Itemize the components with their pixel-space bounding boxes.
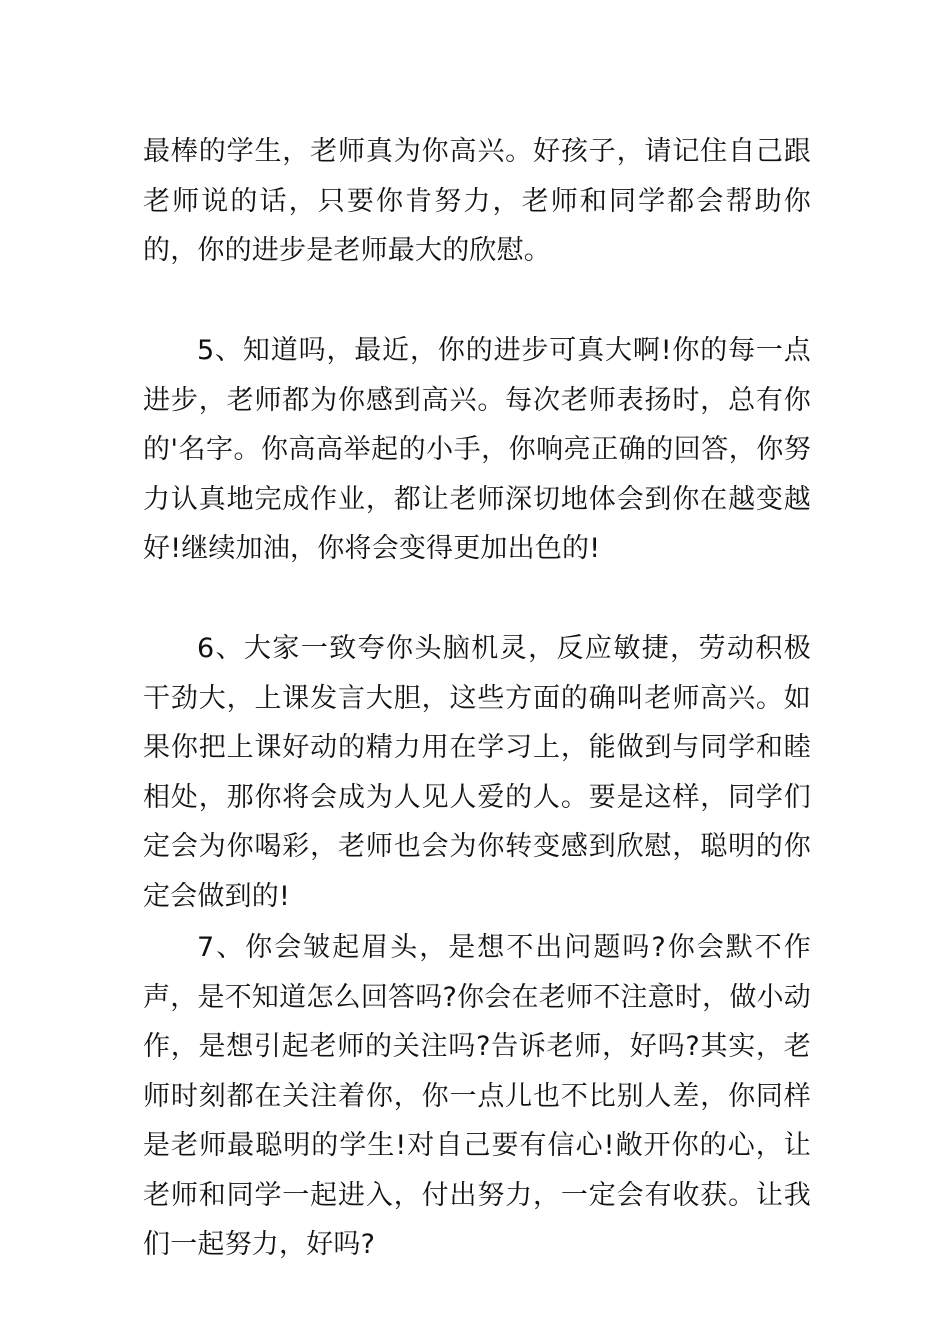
paragraph-item-6: 6、大家一致夸你头脑机灵，反应敏捷，劳动积极干劲大，上课发言大胆，这些方面的确叫老师高兴。如果你把上课好动的精力用在学习上，能做到与同学和睦相处，那你将会成为人见人爱的人。要是这样，同学们定会为你喝彩，老师也会为你转变感到欣慰，聪明的你定会做到的! xyxy=(143,633,811,912)
paragraph-item-5: 5、知道吗，最近，你的进步可真大啊!你的每一点进步，老师都为你感到高兴。每次老师表扬时，总有你的'名字。你高高举起的小手，你响亮正确的回答，你努力认真地完成作业，都让老师深切地体会到你在越变越好!继续加油，你将会变得更加出色的! xyxy=(143,335,811,564)
paragraph-item-7: 7、你会皱起眉头，是想不出问题吗?你会默不作声，是不知道怎么回答吗?你会在老师不注意时，做小动作，是想引起老师的关注吗?告诉老师，好吗?其实，老师时刻都在关注着你，你一点儿也不比别人差，你同样是老师最聪明的学生!对自己要有信心!敞开你的心，让老师和同学一起进入，付出努力，一定会有收获。让我们一起努力，好吗? xyxy=(143,932,811,1260)
paragraph-continuation: 最棒的学生，老师真为你高兴。好孩子，请记住自己跟老师说的话，只要你肯努力，老师和同学都会帮助你的，你的进步是老师最大的欣慰。 xyxy=(143,136,811,266)
